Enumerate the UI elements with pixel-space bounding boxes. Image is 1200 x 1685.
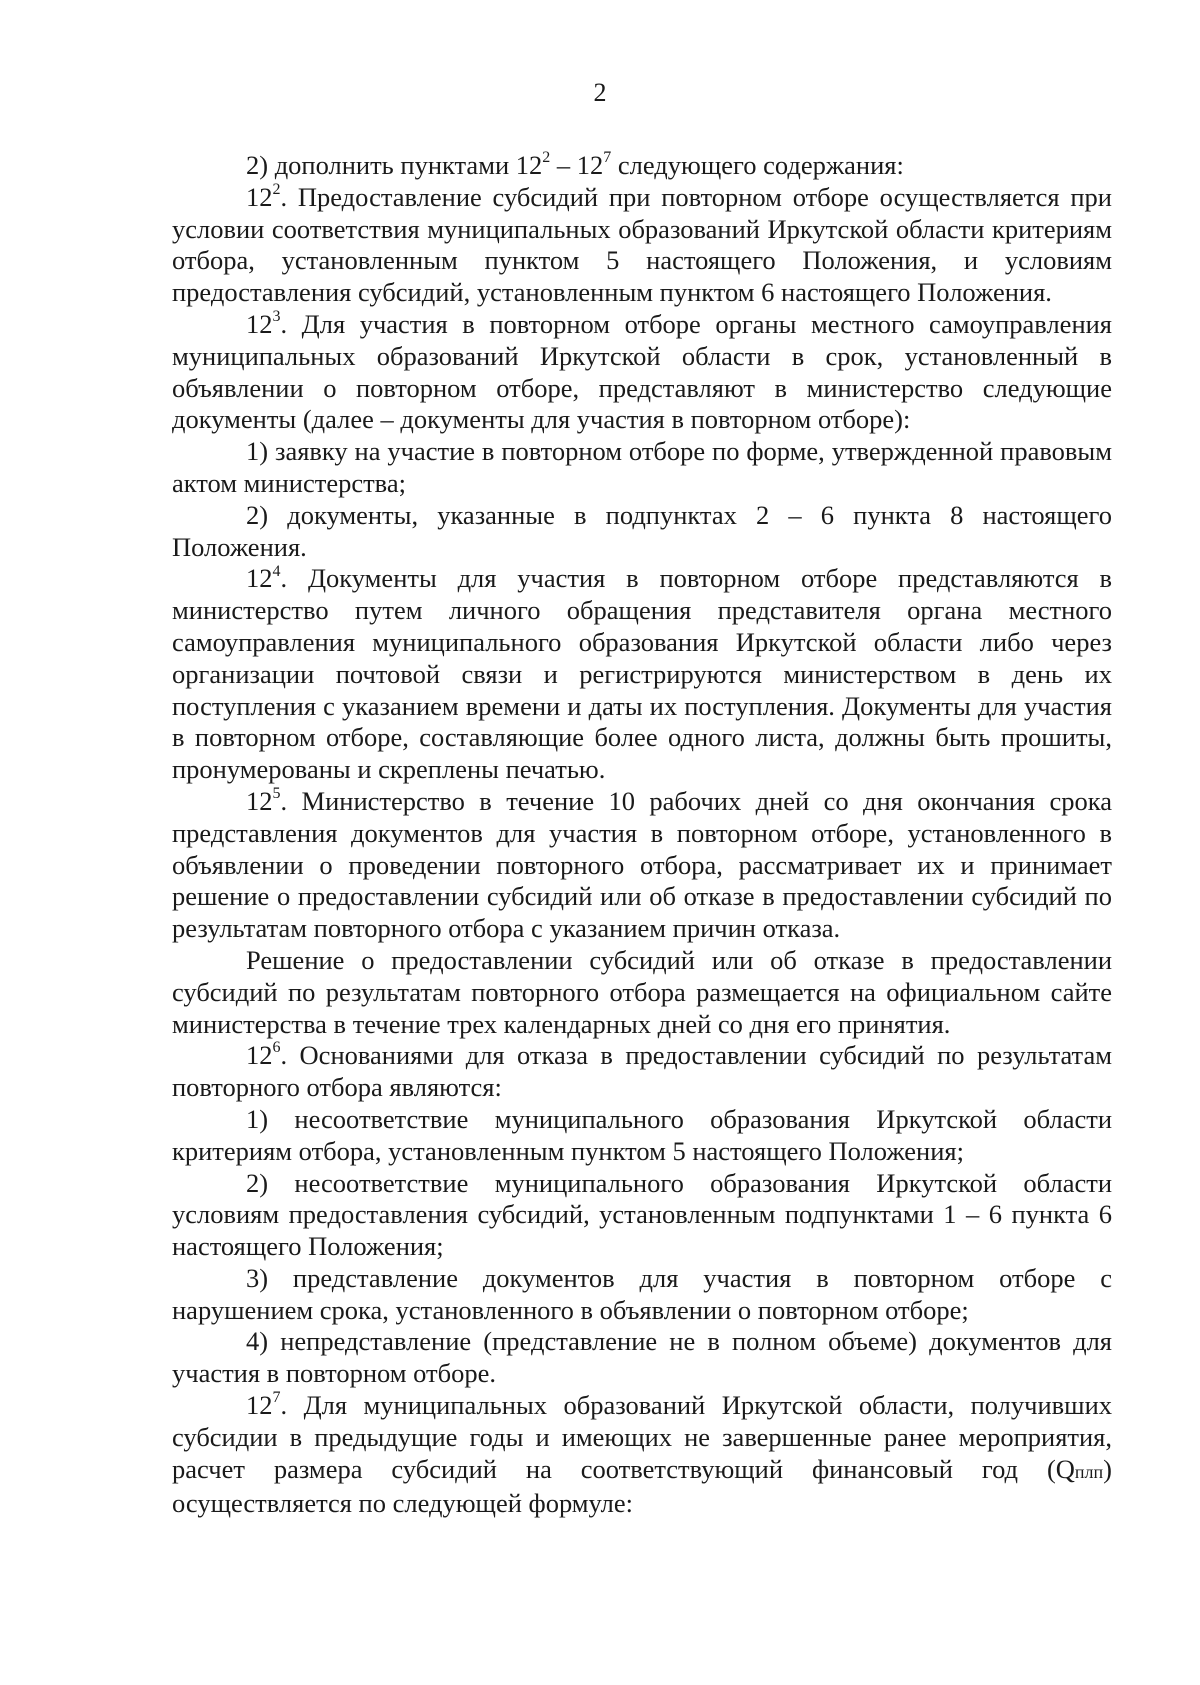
paragraph-text: . Для муниципальных образований Иркутской области, получивших субсидии в предыдущие годы и имеющих не завершенные ранее мероприятия, расчет размера субсидий на соответствующий финансовый год (Q (172, 1390, 1112, 1484)
item-superscript: 2 (272, 180, 281, 198)
subitem-12-6-3: 3) представление документов для участия в повторном отборе с нарушением срока, установленного в объявлении о повторном отборе; (172, 1262, 1112, 1325)
subitem-12-6-2: 2) несоответствие муниципального образования Иркутской области условиям предоставления субсидий, установленным подпунктами 1 – 6 пункта 6 настоящего Положения; (172, 1167, 1112, 1262)
document-body (172, 150, 1112, 1520)
intro-prefix: 2) дополнить пунктами 12 (246, 150, 543, 180)
item-number: 12 (246, 785, 273, 816)
subitem-12-3-2: 2) документы, указанные в подпунктах 2 – 6 пункта 8 настоящего Положения. (172, 499, 1112, 562)
paragraph-text-tail: ) осуществляется по следующей формуле: (172, 1453, 1112, 1519)
item-superscript: 3 (272, 308, 281, 326)
paragraph-12-4 (172, 563, 1112, 786)
page-number: 2 (593, 78, 607, 107)
paragraph-text: . Предоставление субсидий при повторном отборе осуществляется при условии соответствия муниципальных образований Иркутской области критериям отбора, установленным пунктом 5 настоящего Положения, и условиям предоставления субсидий, установленным пунктом 6 настоящего Положения. (172, 181, 1112, 308)
paragraph-text: . Для участия в повторном отборе органы местного самоуправления муниципальных образований Иркутской области в срок, установленный в объявлении о повторном отборе, представляют в министерство следующие документы (далее – документы для участия в повторном отборе): (172, 308, 1112, 435)
item-superscript: 4 (272, 562, 281, 580)
paragraph-12-5 (172, 786, 1112, 945)
subitem-12-6-4: 4) непредставление (представление не в полном объеме) документов для участия в повторном отборе. (172, 1326, 1112, 1389)
intro-dash: – 12 (550, 150, 604, 180)
paragraph-decision: Решение о предоставлении субсидий или об отказе в предоставлении субсидий по результатам повторного отбора размещается на официальном сайте министерства в течение трех календарных дней со дня его принятия. (172, 944, 1112, 1039)
paragraph-12-3 (172, 309, 1112, 436)
intro-sup-end: 7 (603, 149, 612, 167)
subscript-index: плп (1074, 1461, 1104, 1482)
item-superscript: 6 (272, 1039, 281, 1057)
item-superscript: 7 (272, 1389, 281, 1407)
intro-sup-start: 2 (542, 149, 551, 167)
paragraph-12-7 (172, 1390, 1112, 1520)
paragraph-12-6 (172, 1040, 1112, 1104)
paragraph-12-2 (172, 182, 1112, 309)
item-number: 12 (246, 1040, 273, 1071)
subitem-12-6-1: 1) несоответствие муниципального образования Иркутской области критериям отбора, установленным пунктом 5 настоящего Положения; (172, 1103, 1112, 1166)
item-number: 12 (246, 563, 273, 594)
paragraph-intro (172, 150, 1112, 182)
paragraph-text: . Министерство в течение 10 рабочих дней со дня окончания срока представления документов для участия в повторном отборе, установленного в объявлении о проведении повторного отбора, рассматривает их и принимает решение о предоставлении субсидий или об отказе в предоставлении субсидий по результатам повторного отбора с указанием причин отказа. (172, 785, 1112, 944)
item-superscript: 5 (272, 785, 281, 803)
intro-suffix: следующего содержания: (611, 150, 904, 180)
item-number: 12 (246, 1390, 273, 1421)
paragraph-text: . Основаниями для отказа в предоставлении субсидий по результатам повторного отбора являются: (172, 1040, 1112, 1103)
paragraph-text: . Документы для участия в повторном отборе представляются в министерство путем личного обращения представителя органа местного самоуправления муниципального образования Иркутской области либо через организации почтовой связи и регистрируются министерством в день их поступления с указанием времени и даты их поступления. Документы для участия в повторном отборе, составляющие более одного листа, должны быть прошиты, пронумерованы и скреплены печатью. (172, 563, 1112, 785)
subitem-12-3-1: 1) заявку на участие в повторном отборе по форме, утвержденной правовым актом министерства; (172, 436, 1112, 498)
item-number: 12 (246, 181, 273, 212)
item-number: 12 (246, 308, 273, 339)
